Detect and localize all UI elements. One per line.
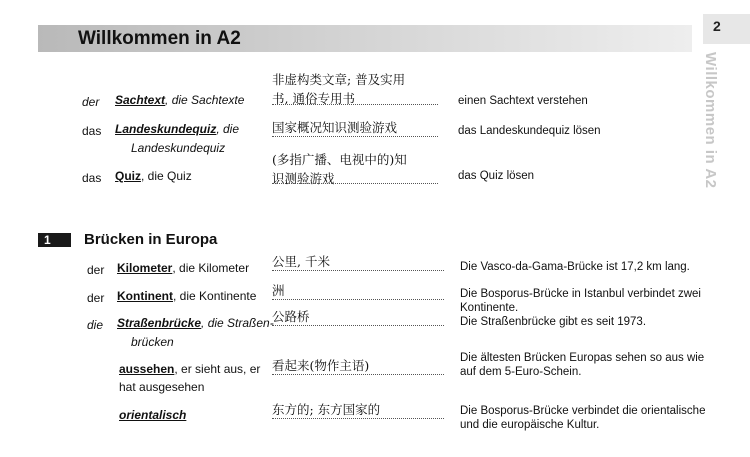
- translation-line: 国家概况知识测验游戏: [272, 120, 398, 135]
- vocab-plural: , die Straßen-: [201, 316, 274, 330]
- vocab-headword: Kontinent: [117, 289, 173, 303]
- article: die: [87, 318, 104, 332]
- example-line: Die Bosporus-Brücke verbindet die orientalische: [460, 405, 706, 417]
- translation: [272, 70, 405, 108]
- answer-line: [272, 183, 438, 184]
- vocab-headword: Quiz: [115, 169, 141, 183]
- translation: [272, 118, 397, 137]
- vocab-headword: Kilometer: [117, 261, 173, 275]
- article: das: [82, 171, 102, 185]
- translation-line: 识测验游戏: [272, 171, 335, 186]
- translation-line: 公路桥: [272, 309, 310, 324]
- vocab-headword: orientalisch: [119, 408, 187, 422]
- vocab-headword: Straßenbrücke: [117, 316, 202, 330]
- example-line: und die europäische Kultur.: [460, 419, 600, 431]
- vocab-plural: , die Kontinente: [173, 289, 257, 303]
- page-title: Willkommen in A2: [78, 28, 241, 49]
- answer-line: [272, 325, 444, 326]
- vocab-word: [117, 314, 274, 332]
- vocab-word: [119, 360, 260, 378]
- translation-line: 东方的; 东方国家的: [272, 402, 381, 417]
- translation-line: 公里, 千米: [272, 254, 330, 269]
- translation: [272, 356, 369, 375]
- example-sentence: Die Vasco-da-Gama-Brücke ist 17,2 km lang.: [460, 261, 690, 273]
- article: der: [87, 291, 105, 305]
- translation-line: (多指广播、电视中的)知: [272, 152, 407, 167]
- translation-line: 看起来(物作主语): [272, 358, 370, 373]
- answer-line: [272, 270, 444, 271]
- section-number-badge: [38, 233, 71, 247]
- vocab-plural: , die: [216, 122, 240, 136]
- vocab-word: [117, 259, 249, 277]
- vocab-plural: , die Kilometer: [172, 261, 250, 275]
- vocab-word-continued: Landeskundequiz: [131, 141, 226, 155]
- page-number: 2: [713, 18, 721, 34]
- vocab-plural: , die Sachtexte: [165, 93, 245, 107]
- article: der: [82, 95, 100, 109]
- example-line: Die ältesten Brücken Europas sehen so aus wie: [460, 352, 705, 364]
- article: das: [82, 124, 102, 138]
- translation-line: 书, 通俗专用书: [272, 91, 355, 106]
- example-sentence: [460, 404, 705, 432]
- vocab-plural: , die Quiz: [141, 169, 192, 183]
- translation: [272, 307, 310, 326]
- vocab-word: [115, 167, 192, 185]
- vocab-word-continued: hat ausgesehen: [119, 380, 205, 394]
- vocab-word: [117, 287, 256, 305]
- answer-line: [272, 374, 444, 375]
- page-tab: [703, 14, 750, 44]
- answer-line: [272, 299, 444, 300]
- section-number: 1: [44, 233, 51, 247]
- vocab-headword: Landeskundequiz: [115, 122, 217, 136]
- section-title: Brücken in Europa: [84, 231, 218, 248]
- example-line: Die Bosporus-Brücke in Istanbul verbindet zwei: [460, 288, 701, 300]
- vocab-plural: , er sieht aus, er: [174, 362, 261, 376]
- vocab-word: [115, 120, 239, 138]
- example-sentence: einen Sachtext verstehen: [458, 95, 588, 107]
- example-sentence: [460, 287, 701, 315]
- translation-line: 非虚构类文章; 普及实用: [272, 72, 406, 87]
- article: der: [87, 263, 105, 277]
- vocab-word: [119, 406, 186, 424]
- example-line: Kontinente.: [460, 302, 519, 314]
- answer-line: [272, 136, 438, 137]
- vocab-word: [115, 91, 244, 109]
- answer-line: [272, 418, 444, 419]
- vocab-word-continued: brücken: [131, 335, 174, 349]
- example-line: auf dem 5-Euro-Schein.: [460, 366, 582, 378]
- example-sentence: das Quiz lösen: [458, 170, 535, 182]
- side-chapter-label: Willkommen in A2: [702, 52, 719, 189]
- translation: [272, 252, 330, 271]
- translation: [272, 281, 285, 300]
- translation: [272, 400, 380, 419]
- vocab-headword: aussehen: [119, 362, 175, 376]
- example-sentence: [460, 351, 704, 379]
- translation-line: 洲: [272, 283, 285, 298]
- vocab-headword: Sachtext: [115, 93, 166, 107]
- example-sentence: Die Straßenbrücke gibt es seit 1973.: [460, 316, 647, 328]
- answer-line: [272, 104, 438, 105]
- example-sentence: das Landeskundequiz lösen: [458, 125, 601, 137]
